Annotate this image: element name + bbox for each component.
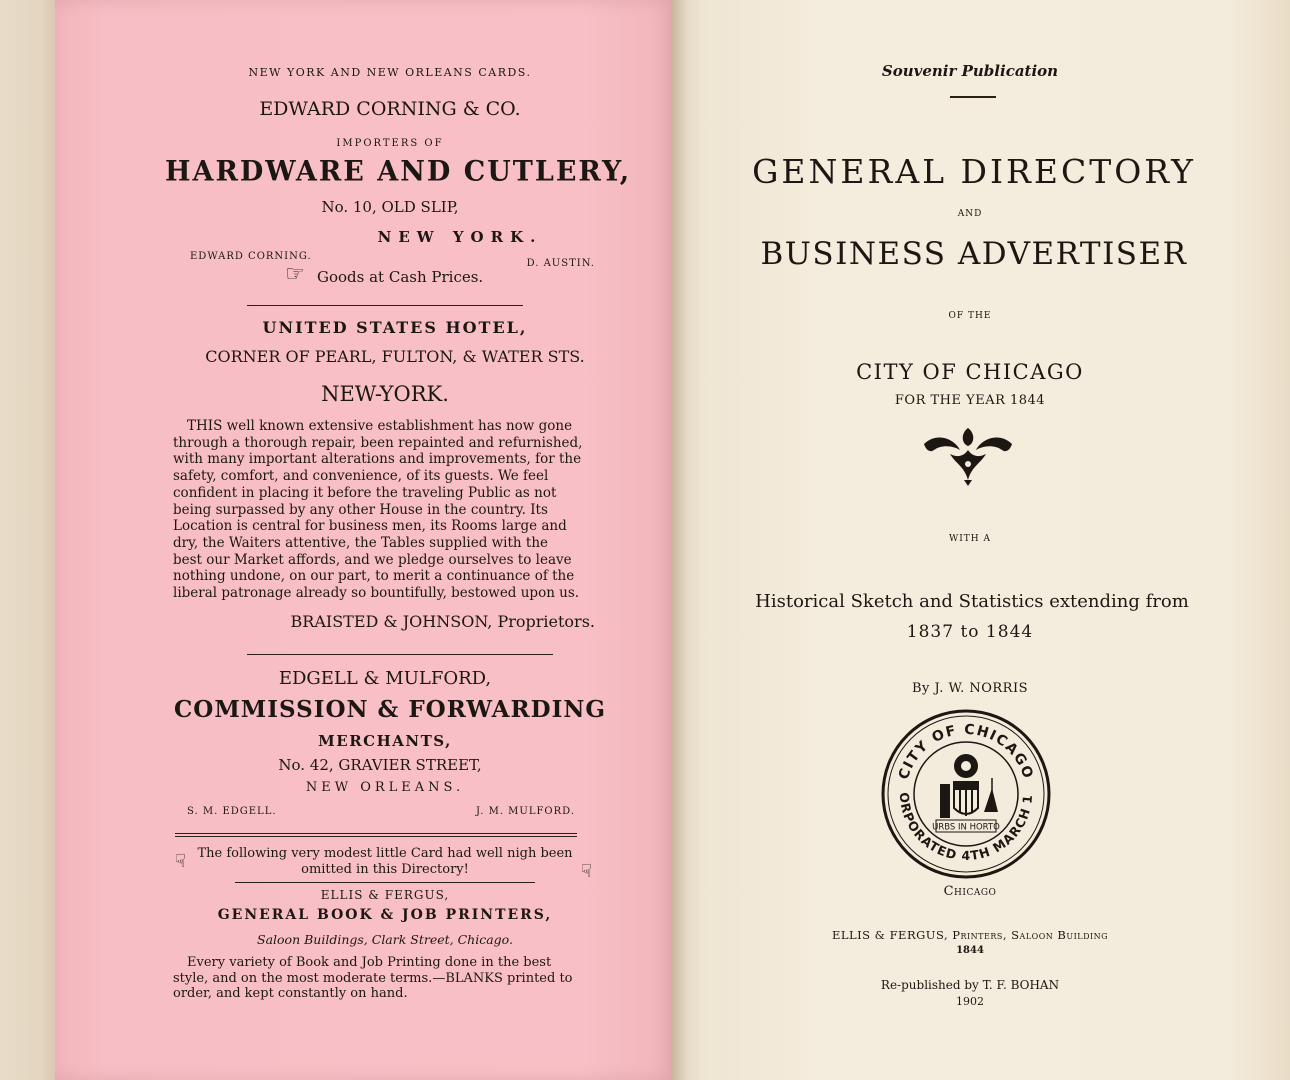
seal-motto: URBS IN HORTO: [932, 822, 1000, 833]
seal-bottom-text: ORPORATED 4TH MARCH 1: [896, 791, 1036, 864]
hotel-location: CORNER OF PEARL, FULTON, & WATER STS.: [205, 347, 585, 366]
hotel-line: through a thorough repair, been repainted and refurnished,: [173, 434, 583, 451]
hotel-proprietors: BRAISTED & JOHNSON, Proprietors.: [290, 612, 595, 631]
title-business-advertiser: BUSINESS ADVERTISER: [760, 236, 1188, 272]
hotel-line: best our Market affords, and we pledge ourselves to leave: [173, 551, 572, 568]
pointing-hand-icon: ☞: [285, 262, 305, 287]
title-with-a: WITH A: [948, 534, 992, 544]
divider-2: [247, 654, 553, 655]
divider-3: [175, 833, 577, 834]
importers-label: IMPORTERS OF: [336, 138, 444, 149]
corning-partner-left: EDWARD CORNING.: [190, 251, 312, 262]
hotel-name: UNITED STATES HOTEL,: [262, 318, 528, 337]
printer-credit: ELLIS & FERGUS, Printers, Saloon Building: [831, 928, 1109, 942]
edgell-partner-right: J. M. MULFORD.: [476, 806, 575, 817]
edgell-partner-left: S. M. EDGELL.: [187, 806, 277, 817]
hotel-line: being surpassed by any other House in the country. Its: [173, 501, 548, 518]
hotel-line: confident in placing it before the traveling Public as not: [173, 484, 557, 501]
fleuron-ornament-icon: [920, 424, 1016, 488]
merchants-label: MERCHANTS,: [318, 732, 452, 750]
hotel-line: nothing undone, on our part, to merit a continuance of the: [173, 568, 575, 585]
printers-description: [173, 955, 593, 1002]
chicago-seal-icon: [880, 708, 1052, 880]
place-chicago: Chicago: [943, 884, 997, 899]
hotel-line: liberal patronage already so bountifully, bestowed upon us.: [173, 585, 580, 602]
pointing-hand-left-icon: ☞: [169, 852, 191, 869]
hotel-line: with many important alterations and improvements, for the: [173, 451, 582, 468]
hotel-line: safety, comfort, and convenience, of its guests. We feel: [173, 468, 549, 485]
commission-heading: COMMISSION & FORWARDING: [174, 696, 606, 723]
corning-city: NEW YORK.: [377, 228, 543, 246]
edgell-city: NEW ORLEANS.: [305, 780, 465, 795]
divider-4: [235, 882, 535, 883]
republish-year: 1902: [956, 995, 984, 1008]
historical-sketch-line2: 1837 to 1844: [906, 622, 1034, 642]
modest-card-intro: The following very modest little Card had well nigh been: [197, 846, 573, 861]
edgell-address: No. 42, GRAVIER STREET,: [278, 756, 482, 774]
printers-heading: GENERAL BOOK & JOB PRINTERS,: [217, 907, 553, 923]
print-year: 1844: [956, 945, 984, 956]
republished-credit: Re-published by T. F. BOHAN: [880, 978, 1060, 992]
title-and: AND: [957, 209, 983, 219]
ellis-fergus-name: ELLIS & FERGUS,: [320, 888, 450, 902]
printers-line: style, and on the most moderate terms.—BLANKS printed to: [173, 970, 573, 986]
hotel-line: dry, the Waiters attentive, the Tables supplied with the: [173, 534, 549, 551]
souvenir-publication: Souvenir Publication: [881, 62, 1059, 80]
printers-line: Every variety of Book and Job Printing done in the best: [187, 955, 552, 970]
historical-sketch-line1: Historical Sketch and Statistics extending from: [755, 591, 1189, 612]
cards-header: NEW YORK AND NEW ORLEANS CARDS.: [248, 66, 532, 79]
corning-company-name: EDWARD CORNING & CO.: [259, 98, 521, 120]
pointing-hand-right-icon: ☞: [575, 862, 597, 879]
hotel-line: THIS well known extensive establishment has now gone: [187, 418, 573, 434]
divider-3b: [175, 836, 577, 837]
hotel-city: NEW-YORK.: [321, 382, 449, 406]
corning-partner-right: D. AUSTIN.: [526, 258, 595, 269]
cash-prices-note: Goods at Cash Prices.: [317, 268, 484, 286]
title-of-the: OF THE: [948, 311, 992, 321]
left-advertisement-page: [55, 0, 675, 1080]
seal-top-text: CITY OF CHICAGO: [895, 721, 1037, 782]
left-page-edge: [0, 0, 58, 1080]
printers-line: order, and kept constantly on hand.: [173, 986, 408, 1001]
title-general-directory: GENERAL DIRECTORY: [752, 152, 1196, 191]
modest-card-intro-2: omitted in this Directory!: [301, 862, 469, 877]
hardware-heading: HARDWARE AND CUTLERY,: [165, 155, 632, 188]
edgell-company-name: EDGELL & MULFORD,: [278, 668, 492, 689]
hotel-line: Location is central for business men, its Rooms large and: [173, 518, 567, 535]
corning-address: No. 10, OLD SLIP,: [321, 198, 459, 216]
divider-1: [247, 305, 523, 306]
hotel-description: [173, 418, 591, 602]
printers-address: Saloon Buildings, Clark Street, Chicago.: [257, 932, 513, 947]
author-line: By J. W. NORRIS: [911, 681, 1028, 696]
title-year: FOR THE YEAR 1844: [894, 393, 1046, 408]
title-city: CITY OF CHICAGO: [856, 360, 1084, 384]
souvenir-rule: [950, 96, 996, 98]
